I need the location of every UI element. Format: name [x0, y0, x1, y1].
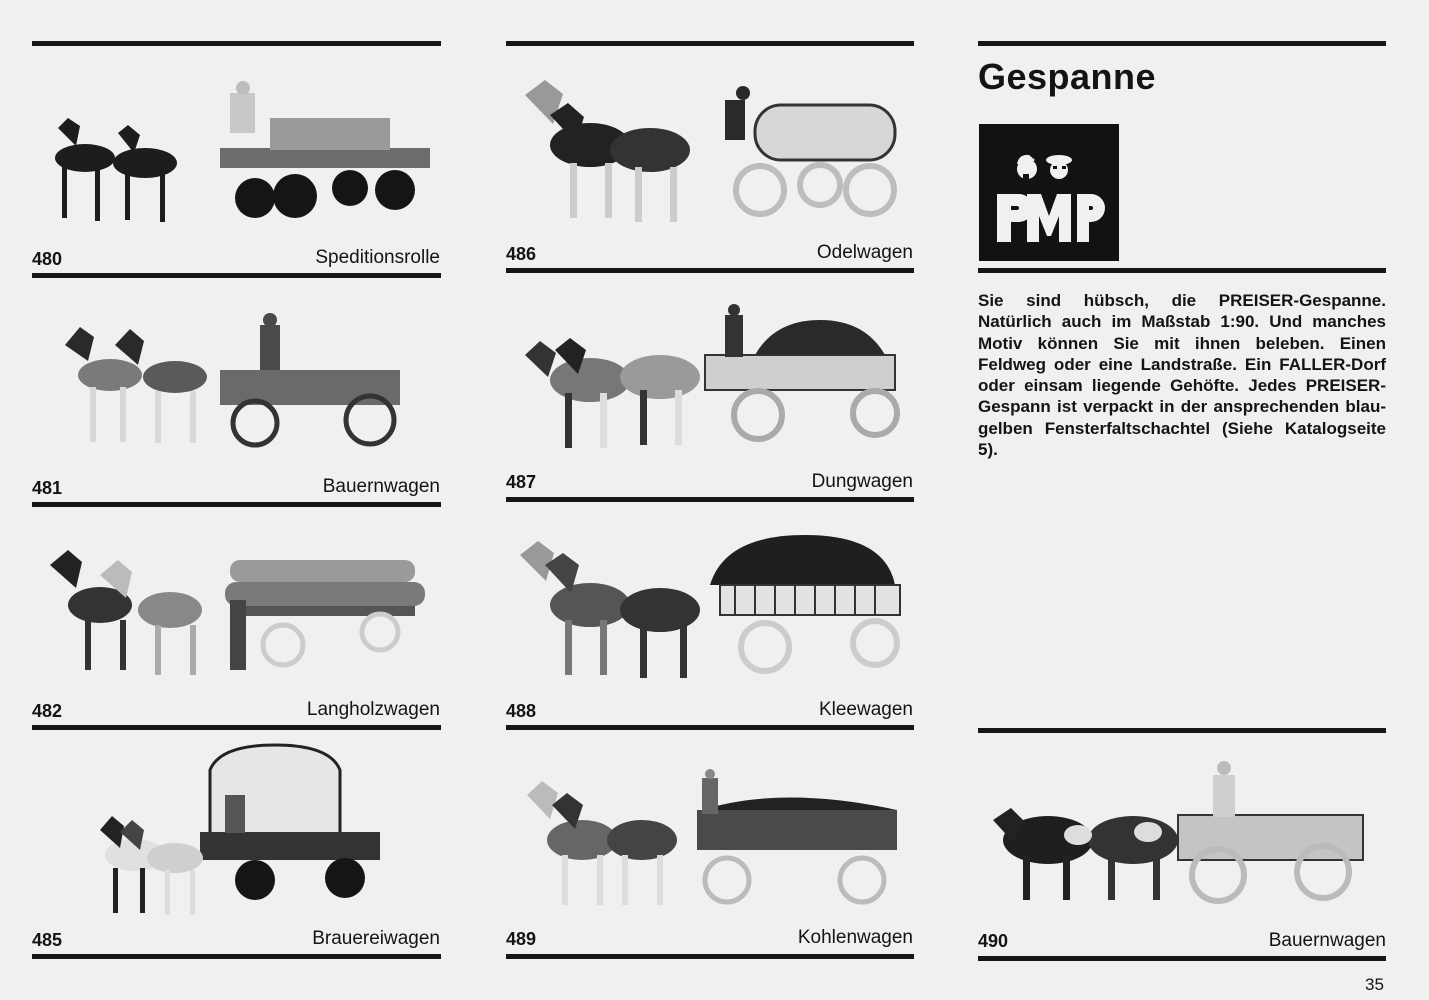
photo-480 [40, 78, 435, 238]
rule-col1-top [32, 41, 441, 46]
product-number-488: 488 [506, 701, 537, 721]
product-name-489: Kohlenwagen [797, 927, 913, 948]
product-name-487: Dungwagen [811, 471, 913, 492]
product-number-485: 485 [32, 930, 63, 950]
product-number-482: 482 [32, 701, 63, 721]
preiser-logo [979, 124, 1119, 261]
product-name-490: Bauernwagen [1268, 930, 1386, 951]
rule-col3-top [978, 41, 1386, 46]
product-number-480: 480 [32, 249, 63, 269]
product-number-486: 486 [506, 244, 537, 264]
product-name-482: Langholzwagen [306, 699, 440, 720]
product-number-490: 490 [978, 931, 1009, 951]
rule-col1-482 [32, 725, 441, 730]
rule-col2-486 [506, 268, 914, 273]
rule-col1-480 [32, 273, 441, 278]
photo-485 [95, 740, 385, 920]
product-number-487: 487 [506, 472, 537, 492]
rule-col2-489 [506, 954, 914, 959]
photo-490 [988, 760, 1373, 910]
rule-col1-481 [32, 502, 441, 507]
product-number-489: 489 [506, 929, 537, 949]
photo-489 [522, 770, 902, 915]
pmp-logo-icon [979, 124, 1119, 261]
rule-col2-top [506, 41, 914, 46]
product-name-486: Odelwagen [816, 242, 913, 263]
product-name-485: Brauereiwagen [312, 928, 440, 949]
rule-col2-488 [506, 725, 914, 730]
product-name-488: Kleewagen [818, 699, 913, 720]
photo-482 [45, 540, 430, 685]
rule-col3-490 [978, 956, 1386, 961]
product-number-481: 481 [32, 478, 63, 498]
photo-488 [515, 515, 905, 685]
page-title: Gespanne [978, 56, 1157, 97]
photo-481 [55, 305, 405, 455]
intro-paragraph: Sie sind hübsch, die PREISER-Gespanne. Natürlich auch im Maßstab 1:90. Und manches Motiv können Sie mit ihnen beleben. Einen Feldweg oder eine Landstraße. Ein FALLER-Dorf oder einsam liegende Gehöfte. Jedes PREISER-Gespann ist verpackt in der ansprechenden blau-gelben Fensterfaltschachtel (Siehe Katalogseite 5). [978, 291, 1386, 460]
rule-col1-485 [32, 954, 441, 959]
product-name-480: Speditionsrolle [315, 247, 440, 268]
product-name-481: Bauernwagen [322, 476, 440, 497]
rule-col3-490-top [978, 728, 1386, 733]
photo-486 [520, 75, 900, 230]
photo-487 [520, 305, 905, 455]
rule-col2-487 [506, 497, 914, 502]
rule-col3-intro [978, 268, 1386, 273]
page-number: 35 [1365, 975, 1384, 994]
